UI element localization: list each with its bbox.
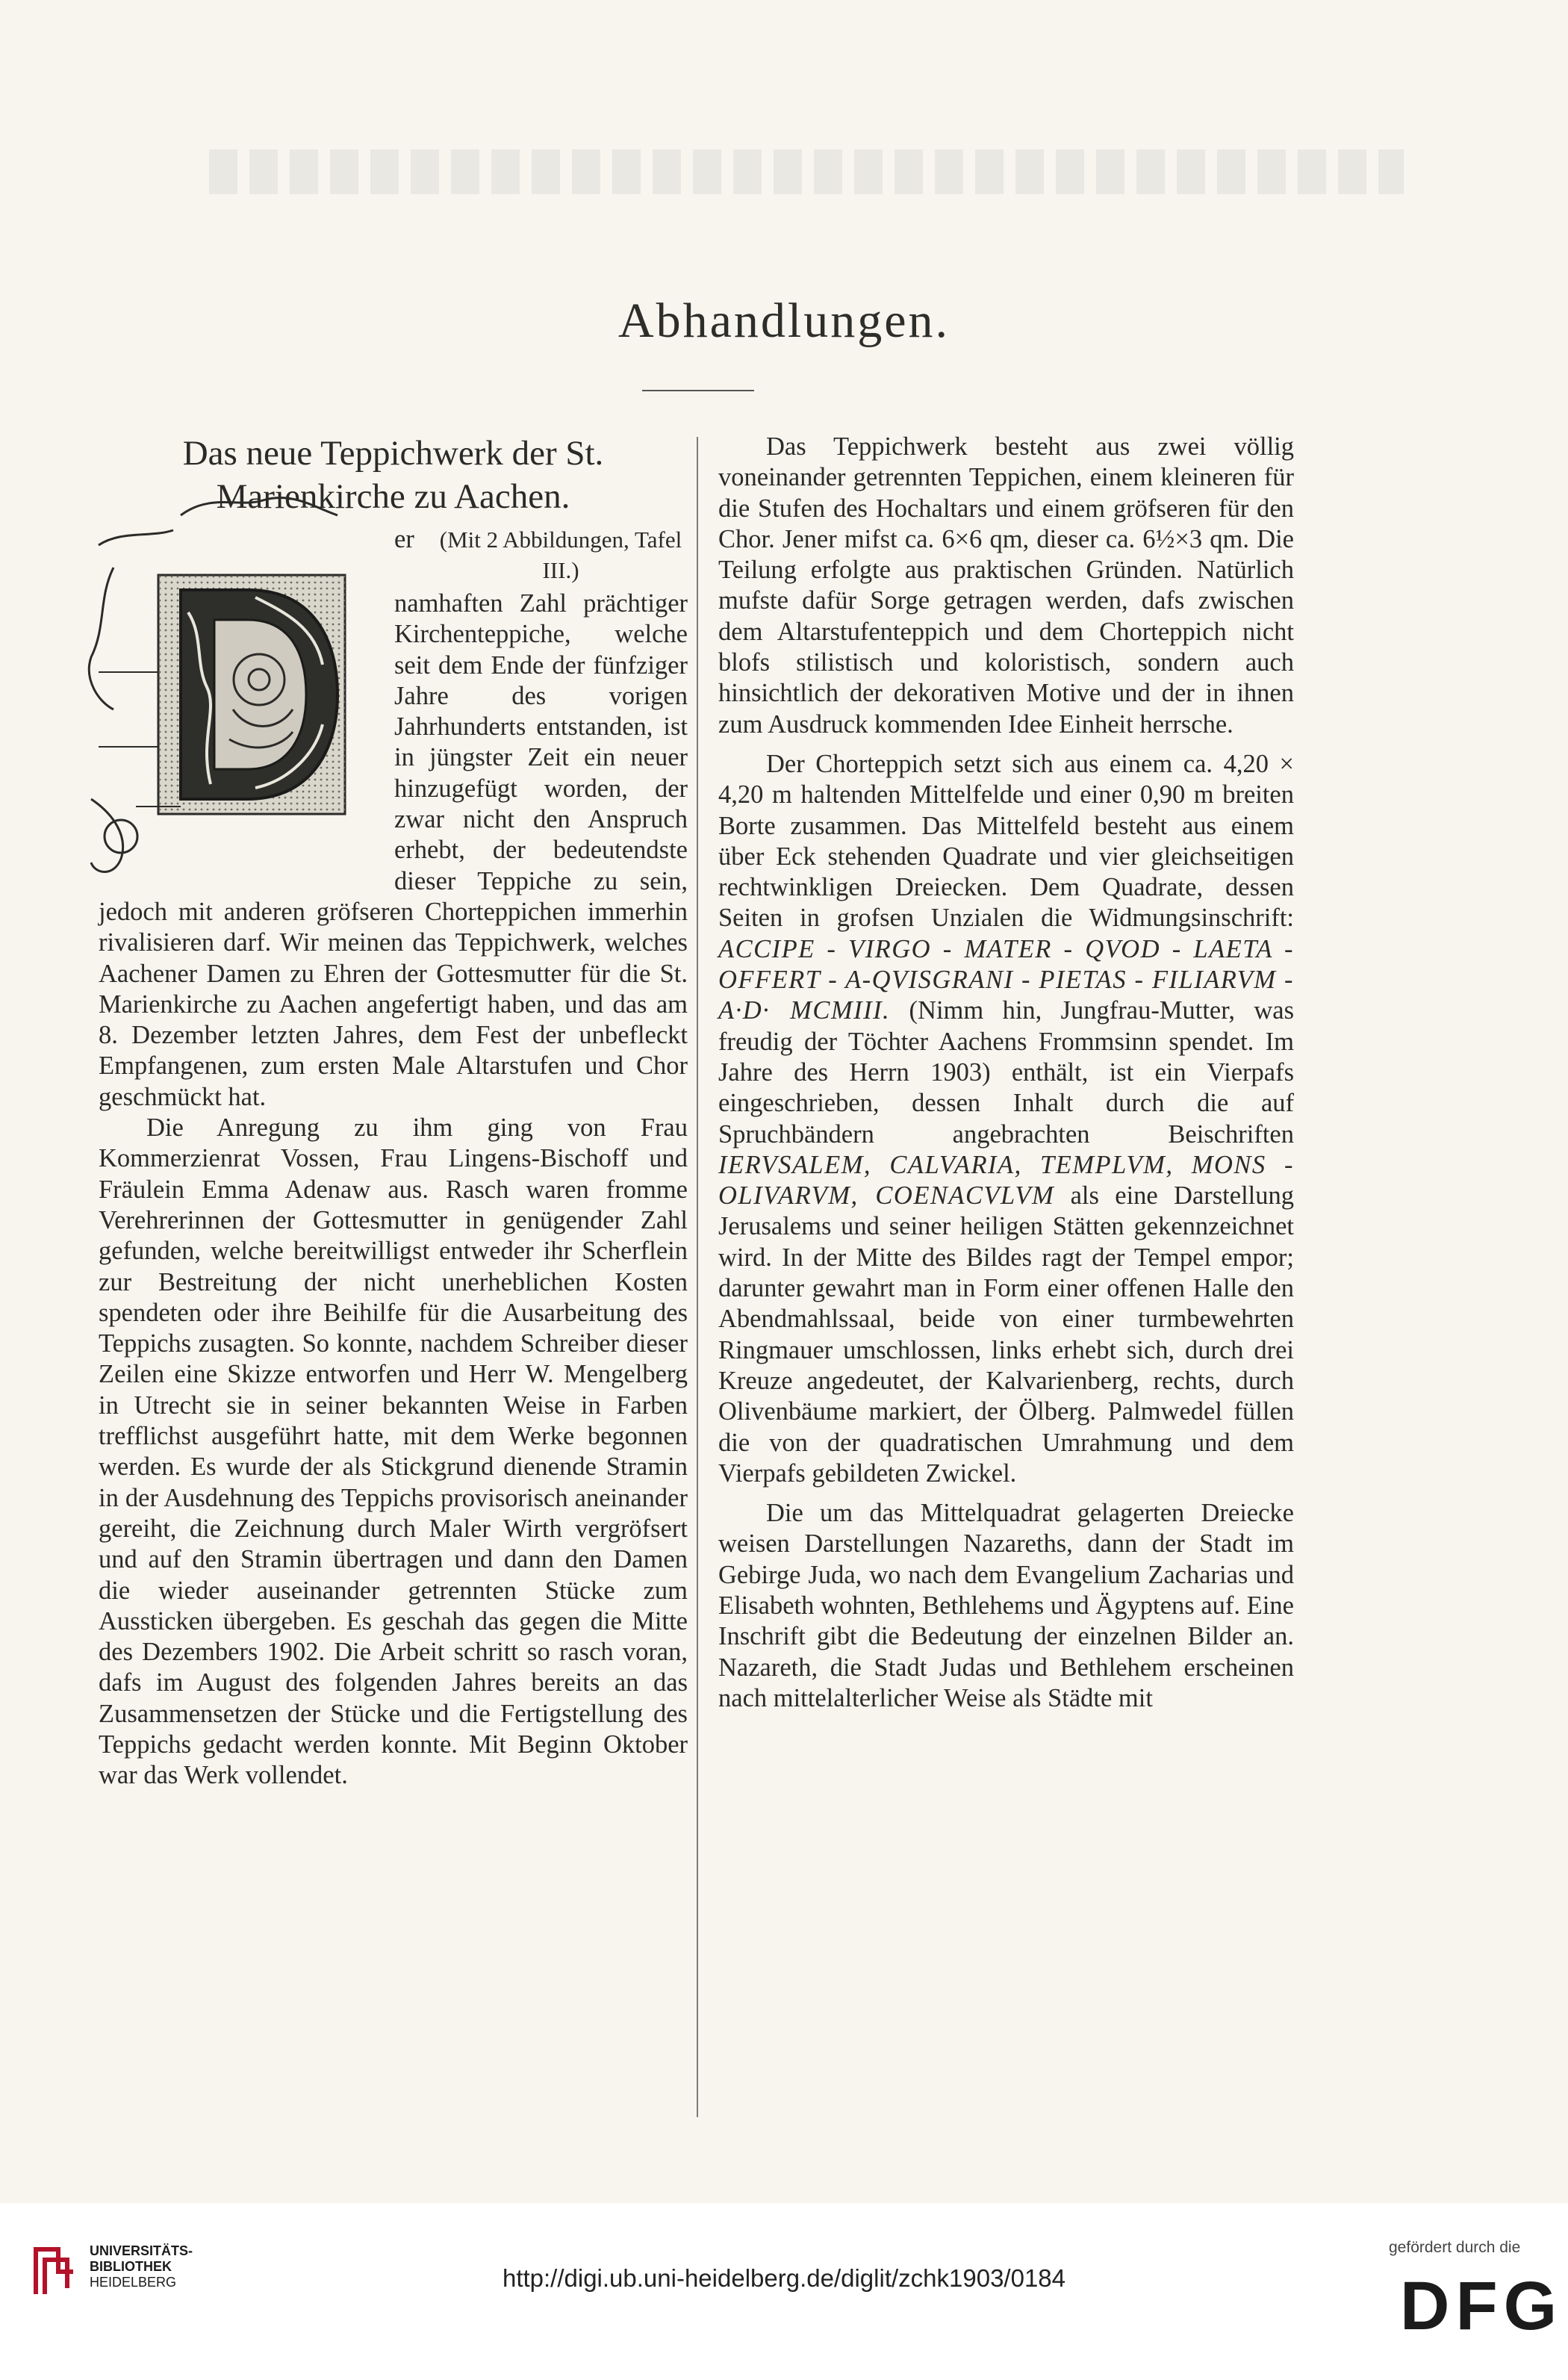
library-name-line: BIBLIOTHEK	[90, 2259, 172, 2274]
dfg-logo: DFG	[1400, 2268, 1564, 2344]
paragraph: er namhaften Zahl prächtiger Kirchenteppiche, welche seit dem Ende der fünfziger Jahre des vorigen Jahrhunderts entstanden, ist in jüngster Zeit ein neuer hinzugefügt worden, der zwar nicht den Anspruch erhebt, der bedeutendste dieser Teppiche zu sein, jedoch mit anderen gröfseren Chorteppichen immerhin rivalisieren darf. Wir meinen das Teppichwerk, welches Aachener Damen zu Ehren der Gottesmutter für die St. Marienkirche zu Aachen angefertigt haben, und das am 8. Dezember letzten Jahres, dem Fest der unbefleckt Empfangenen, zum ersten Male Altarstufen und Chor geschmückt hat.	[99, 525, 688, 1111]
library-name-line: UNIVERSITÄTS-	[90, 2243, 193, 2258]
article-title: Das neue Teppichwerk der St. Marienkirche zu Aachen.	[182, 434, 604, 516]
title-divider	[642, 390, 754, 391]
permalink[interactable]: http://digi.ub.uni-heidelberg.de/diglit/zchk1903/0184	[502, 2264, 1066, 2292]
paragraph-text: als eine Darstellung Jerusalems und seiner heiligen Stätten gekennzeichnet wird. In der Mitte des Bildes ragt der Tempel empor; darunter gewahrt man in Form einer offenen Halle den Abendmahlssaal, beide von einer turmbewehrten Ringmauer umschlossen, links erhebt sich, durch drei Kreuze angedeutet, der Kalvarienberg, rechts, durch Olivenbäume markiert, der Ölberg. Palmwedel füllen die von der quadratischen Umrahmung und dem Vierpafs gebildeten Zwickel.	[718, 1181, 1294, 1488]
paragraph-text: (Nimm hin, Jungfrau-Mutter, was freudig der Töchter Aachens Frommsinn spendet. Im Jahre des Herrn 1903) enthält, ist ein Vierpafs eingeschrieben, dessen Inhalt durch die auf Spruchbändern angebrachten Beischriften	[718, 996, 1294, 1149]
bleed-through-text	[209, 149, 1404, 194]
paragraph: Das Teppichwerk besteht aus zwei völlig voneinander getrennten Teppichen, einem kleineren für die Stufen des Hochaltars und einem gröfseren für den Chor. Jener mifst ca. 6×6 qm, dieser ca. 6½×3 qm. Die Teilung erfolgte aus praktischen Gründen. Natürlich mufste dafür Sorge getragen werden, dafs zwischen dem Altarstufenteppich und dem Chorteppich nicht blofs stilistisch und koloristisch, sondern auch hinsichtlich der dekorativen Motive und der in ihnen zum Ausdruck kommenden Idee Einheit herrsche.	[718, 432, 1294, 739]
latin-inscription: ACCIPE - VIRGO - MATER - QVOD - LAETA - OFFERT - A-QVISGRANI - PIETAS - FILIARVM - A·D· MCMIII.	[718, 934, 1294, 1025]
section-title: Abhandlungen.	[617, 293, 951, 348]
paragraph: Die Anregung zu ihm ging von Frau Kommerzienrat Vossen, Frau Lingens-Bischoff und Fräulein Emma Adenaw aus. Rasch waren fromme Verehrerinnen der Gottesmutter in genügender Zahl gefunden, welche bereitwilligst entweder ihr Scherflein zur Bestreitung der nicht unerheblichen Kosten spendeten oder ihre Beihilfe für die Ausarbeitung des Teppichs zusagten. So konnte, nachdem Schreiber dieser Zeilen eine Skizze entworfen und Herr W. Mengelberg in Utrecht sie in seiner bekannten Weise in Farben trefflichst ausgeführt hatte, mit dem Werke begonnen werden. Es wurde der als Stickgrund dienende Stramin in der Ausdehnung des Teppichs provisorisch aneinander gereiht, die Zeichnung durch Maler Wirth vergröfsert und auf den Stramin übertragen und dann den Damen die wieder auseinander getrennten Stücke zum Aussticken übergeben. Es geschah das gegen die Mitte des Dezembers 1902. Die Arbeit schritt so rasch voran, dafs im August des folgenden Jahres bereits an das Zusammensetzen der Stücke und die Fertigstellung des Teppichs gedacht werden konnte. Mit Beginn Oktober war das Werk vollendet.	[99, 1113, 688, 1790]
paragraph	[718, 749, 1294, 1489]
figure-note: (Mit 2 Abbildungen, Tafel III.)	[439, 526, 682, 583]
place-names: IERVSALEM, CALVARIA, TEMPLVM, MONS - OLIVARVM, COENACVLVM	[718, 1150, 1294, 1211]
footer-bar	[0, 2203, 1568, 2380]
funding-label: gefördert durch die	[1389, 2239, 1521, 2256]
left-column	[99, 432, 688, 1792]
library-name-line: HEIDELBERG	[90, 2275, 177, 2290]
column-divider	[697, 437, 698, 2117]
ornamental-initial-d-icon	[69, 485, 382, 889]
right-column	[718, 432, 1294, 1714]
paragraph-text: Der Chorteppich setzt sich aus einem ca. 4,20 × 4,20 m haltenden Mittelfelde und einer 0,90 m breiten Borte zusammen. Das Mittelfeld besteht aus einem über Eck stehenden Quadrate und vier gleichseitigen rechtwinkligen Dreiecken. Dem Quadrate, dessen Seiten in grofsen Unzialen die Widmungsinschrift:	[718, 749, 1294, 933]
paragraph: Die um das Mittelquadrat gelagerten Dreiecke weisen Darstellungen Nazareths, dann der Stadt im Gebirge Juda, wo nach dem Evangelium Zacharias und Elisabeth wohnten, Bethlehems und Ägyptens auf. Eine Inschrift gibt die Bedeutung der einzelnen Bilder an. Nazareth, die Stadt Judas und Bethlehem erscheinen nach mittelalterlicher Weise als Städte mit	[718, 1499, 1294, 1712]
